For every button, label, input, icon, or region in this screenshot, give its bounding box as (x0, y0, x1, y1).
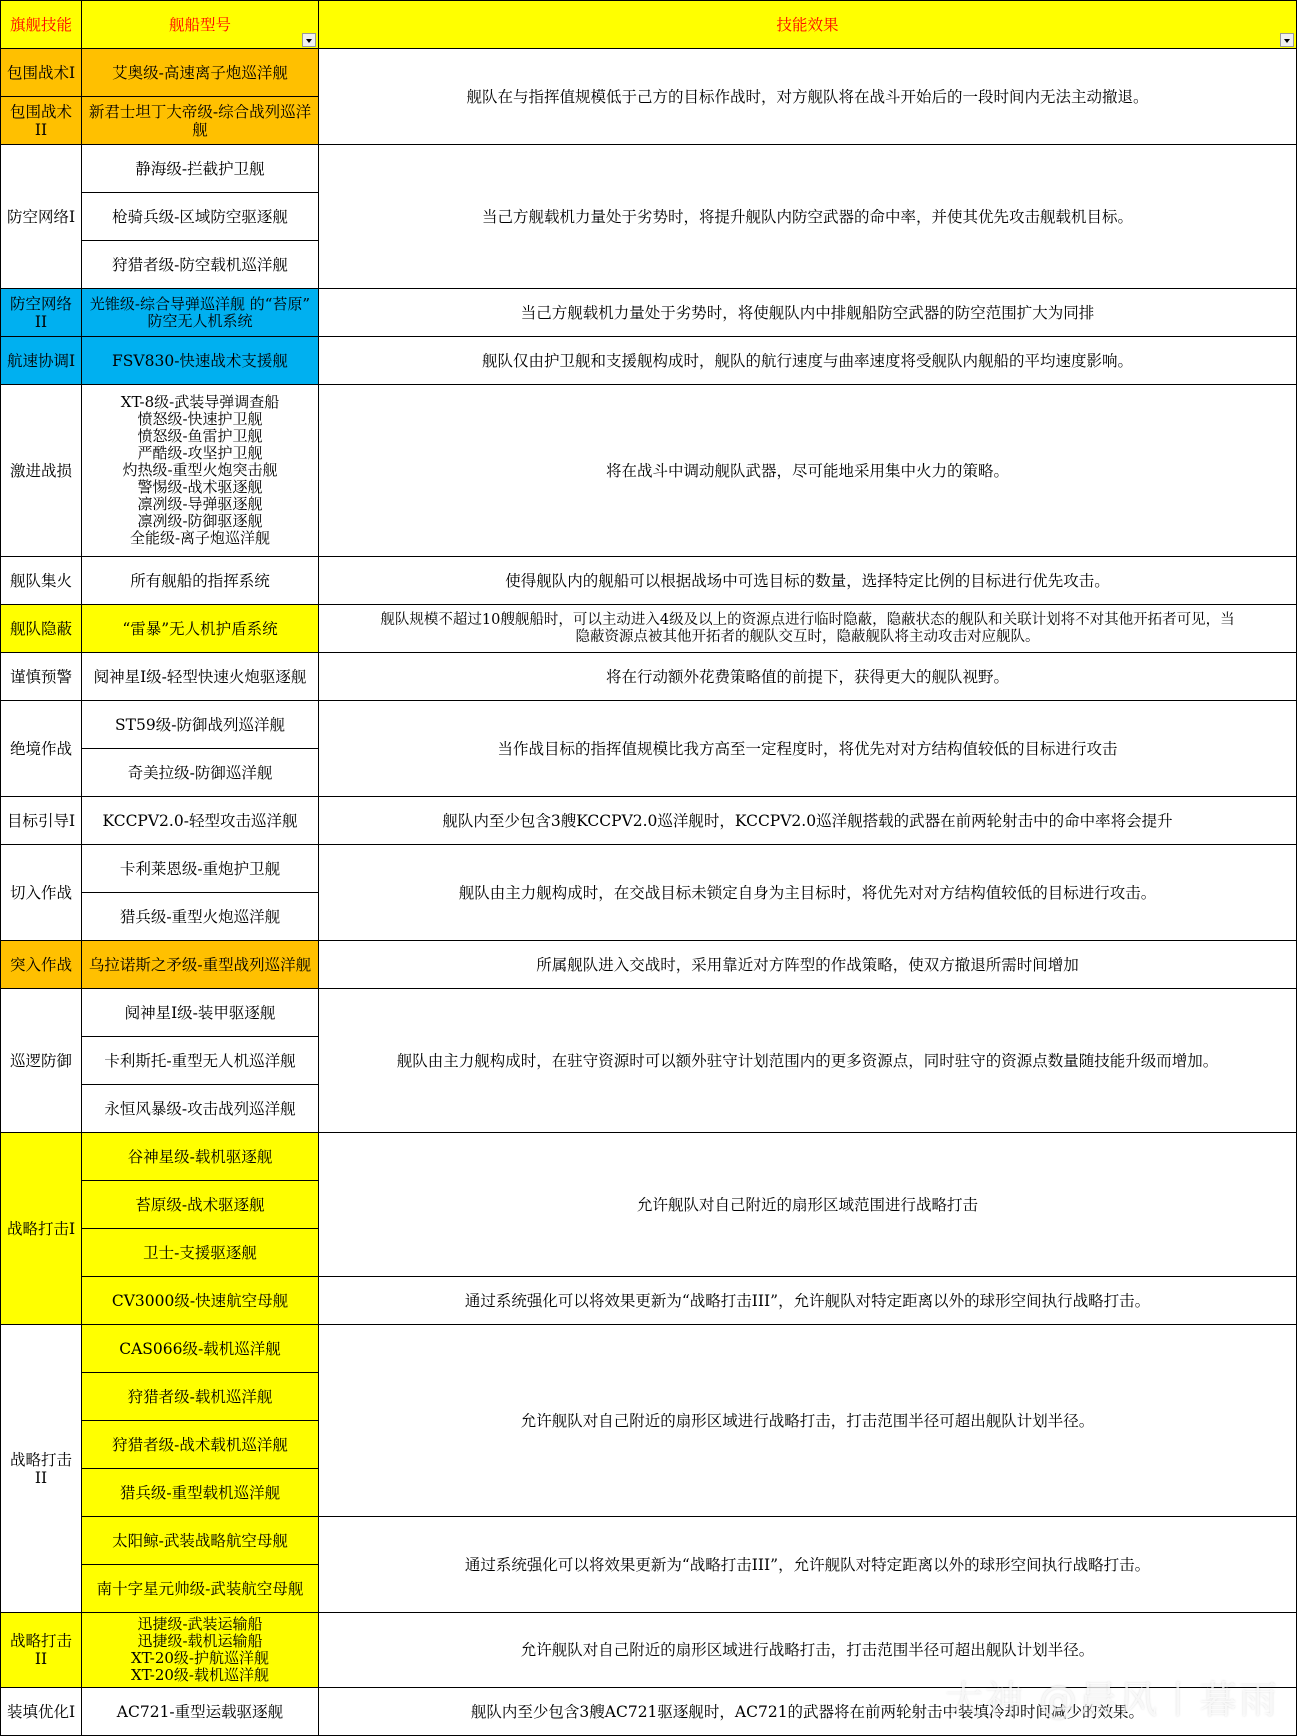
watermark: 大神 @晨风丨暮雨 (944, 1678, 1279, 1722)
skill-cell: 防空网络I (1, 145, 82, 289)
table-row (1, 701, 1297, 749)
effect-cell: 允许舰队对自己附近的扇形区域进行战略打击，打击范围半径可超出舰队计划半径。 (319, 1325, 1297, 1517)
skill-cell: 舰队隐蔽 (1, 605, 82, 653)
ship-cell: 卡利莱恩级-重炮护卫舰 (82, 845, 319, 893)
ship-cell: FSV830-快速战术支援舰 (82, 337, 319, 385)
effect-cell: 舰队内至少包含3艘KCCPV2.0巡洋舰时，KCCPV2.0巡洋舰搭载的武器在前两轮射击中的命中率将会提升 (319, 797, 1297, 845)
ship-cell: CAS066级-载机巡洋舰 (82, 1325, 319, 1373)
ship-cell: 狩猎者级-战术载机巡洋舰 (82, 1421, 319, 1469)
ship-cell: “雷暴”无人机护盾系统 (82, 605, 319, 653)
effect-cell: 当作战目标的指挥值规模比我方高至一定程度时，将优先对对方结构值较低的目标进行攻击 (319, 701, 1297, 797)
ship-cell: AC721-重型运载驱逐舰 (82, 1688, 319, 1736)
filter-dropdown-icon[interactable] (302, 33, 316, 47)
effect-cell: 舰队由主力舰构成时，在交战目标未锁定自身为主目标时，将优先对对方结构值较低的目标进行攻击。 (319, 845, 1297, 941)
ship-cell: XT-8级-武装导弹调查船 愤怒级-快速护卫舰 愤怒级-鱼雷护卫舰 严酷级-攻坚护卫舰 灼热级-重型火炮突击舰 警惕级-战术驱逐舰 凛冽级-导弹驱逐舰 凛冽级-防御驱逐舰 全能级-离子炮巡洋舰 (82, 385, 319, 557)
skill-cell: 突入作战 (1, 941, 82, 989)
table-row (1, 845, 1297, 893)
effect-cell: 舰队规模不超过10艘舰船时，可以主动进入4级及以上的资源点进行临时隐蔽，隐蔽状态的舰队和关联计划将不对其他开拓者可见，当 隐蔽资源点被其他开拓者的舰队交互时，隐蔽舰队将主动攻击对应舰队。 (319, 605, 1297, 653)
effect-cell: 允许舰队对自己附近的扇形区域进行战略打击，打击范围半径可超出舰队计划半径。 (319, 1613, 1297, 1688)
effect-cell: 通过系统强化可以将效果更新为“战略打击III”，允许舰队对特定距离以外的球形空间执行战略打击。 (319, 1517, 1297, 1613)
skill-cell: 装填优化I (1, 1688, 82, 1736)
table-row (1, 289, 1297, 337)
table-row (1, 1133, 1297, 1181)
header-row (1, 1, 1297, 49)
table-row (1, 1277, 1297, 1325)
ship-cell: 奇美拉级-防御巡洋舰 (82, 749, 319, 797)
ship-cell: 静海级-拦截护卫舰 (82, 145, 319, 193)
skill-cell: 包围战术II (1, 97, 82, 145)
table-row (1, 49, 1297, 97)
skill-cell: 战略打击II (1, 1613, 82, 1688)
filter-dropdown-icon[interactable] (1280, 33, 1294, 47)
skill-cell: 巡逻防御 (1, 989, 82, 1133)
header-effect[interactable]: 技能效果 (319, 1, 1297, 49)
ship-cell: 阋神星I级-装甲驱逐舰 (82, 989, 319, 1037)
table-row (1, 797, 1297, 845)
skill-cell: 绝境作战 (1, 701, 82, 797)
table-row (1, 989, 1297, 1037)
table-row (1, 1325, 1297, 1373)
effect-cell: 舰队在与指挥值规模低于己方的目标作战时，对方舰队将在战斗开始后的一段时间内无法主动撤退。 (319, 49, 1297, 145)
skill-cell: 航速协调I (1, 337, 82, 385)
ship-cell: 南十字星元帅级-武装航空母舰 (82, 1565, 319, 1613)
skill-cell: 激进战损 (1, 385, 82, 557)
table-row (1, 145, 1297, 193)
ship-cell: 乌拉诺斯之矛级-重型战列巡洋舰 (82, 941, 319, 989)
ship-cell: 狩猎者级-载机巡洋舰 (82, 1373, 319, 1421)
ship-cell: 迅捷级-武装运输船 迅捷级-载机运输船 XT-20级-护航巡洋舰 XT-20级-载机巡洋舰 (82, 1613, 319, 1688)
skill-cell: 谨慎预警 (1, 653, 82, 701)
effect-cell: 使得舰队内的舰船可以根据战场中可选目标的数量，选择特定比例的目标进行优先攻击。 (319, 557, 1297, 605)
header-ship[interactable]: 舰船型号 (82, 1, 319, 49)
table-row (1, 385, 1297, 557)
ship-cell: 枪骑兵级-区域防空驱逐舰 (82, 193, 319, 241)
effect-cell: 将在战斗中调动舰队武器，尽可能地采用集中火力的策略。 (319, 385, 1297, 557)
ship-cell: CV3000级-快速航空母舰 (82, 1277, 319, 1325)
effect-cell: 当己方舰载机力量处于劣势时，将使舰队内中排舰船防空武器的防空范围扩大为同排 (319, 289, 1297, 337)
table-row (1, 1517, 1297, 1565)
skill-cell: 目标引导I (1, 797, 82, 845)
effect-cell: 允许舰队对自己附近的扇形区域范围进行战略打击 (319, 1133, 1297, 1277)
ship-cell: 谷神星级-载机驱逐舰 (82, 1133, 319, 1181)
ship-cell: 艾奥级-高速离子炮巡洋舰 (82, 49, 319, 97)
effect-cell: 舰队内至少包含3艘AC721驱逐舰时，AC721的武器将在前两轮射击中装填冷却时间减少的效果。 (319, 1688, 1297, 1736)
skill-cell: 战略打击II (1, 1325, 82, 1613)
effect-cell: 当己方舰载机力量处于劣势时，将提升舰队内防空武器的命中率，并使其优先攻击舰载机目标。 (319, 145, 1297, 289)
ship-cell: 猎兵级-重型火炮巡洋舰 (82, 893, 319, 941)
ship-cell: 新君士坦丁大帝级-综合战列巡洋舰 (82, 97, 319, 145)
ship-cell: 所有舰船的指挥系统 (82, 557, 319, 605)
ship-cell: 卫士-支援驱逐舰 (82, 1229, 319, 1277)
table-row (1, 557, 1297, 605)
skill-cell: 舰队集火 (1, 557, 82, 605)
skill-cell: 防空网络II (1, 289, 82, 337)
effect-cell: 所属舰队进入交战时，采用靠近对方阵型的作战策略，使双方撤退所需时间增加 (319, 941, 1297, 989)
skill-cell: 战略打击I (1, 1133, 82, 1325)
ship-cell: 猎兵级-重型载机巡洋舰 (82, 1469, 319, 1517)
effect-cell: 将在行动额外花费策略值的前提下，获得更大的舰队视野。 (319, 653, 1297, 701)
ship-cell: 光锥级-综合导弹巡洋舰 的“苔原” 防空无人机系统 (82, 289, 319, 337)
ship-cell: ST59级-防御战列巡洋舰 (82, 701, 319, 749)
table-row (1, 941, 1297, 989)
table-row (1, 337, 1297, 385)
skill-cell: 包围战术I (1, 49, 82, 97)
ship-cell: 太阳鲸-武装战略航空母舰 (82, 1517, 319, 1565)
table-row (1, 605, 1297, 653)
ship-cell: KCCPV2.0-轻型攻击巡洋舰 (82, 797, 319, 845)
skill-cell: 切入作战 (1, 845, 82, 941)
ship-cell: 卡利斯托-重型无人机巡洋舰 (82, 1037, 319, 1085)
header-skill: 旗舰技能 (1, 1, 82, 49)
effect-cell: 舰队仅由护卫舰和支援舰构成时，舰队的航行速度与曲率速度将受舰队内舰船的平均速度影响。 (319, 337, 1297, 385)
effect-cell: 舰队由主力舰构成时，在驻守资源时可以额外驻守计划范围内的更多资源点，同时驻守的资源点数量随技能升级而增加。 (319, 989, 1297, 1133)
effect-cell: 通过系统强化可以将效果更新为“战略打击III”，允许舰队对特定距离以外的球形空间执行战略打击。 (319, 1277, 1297, 1325)
ship-cell: 阋神星I级-轻型快速火炮驱逐舰 (82, 653, 319, 701)
ship-cell: 永恒风暴级-攻击战列巡洋舰 (82, 1085, 319, 1133)
ship-cell: 狩猎者级-防空载机巡洋舰 (82, 241, 319, 289)
ship-cell: 苔原级-战术驱逐舰 (82, 1181, 319, 1229)
table-row (1, 653, 1297, 701)
